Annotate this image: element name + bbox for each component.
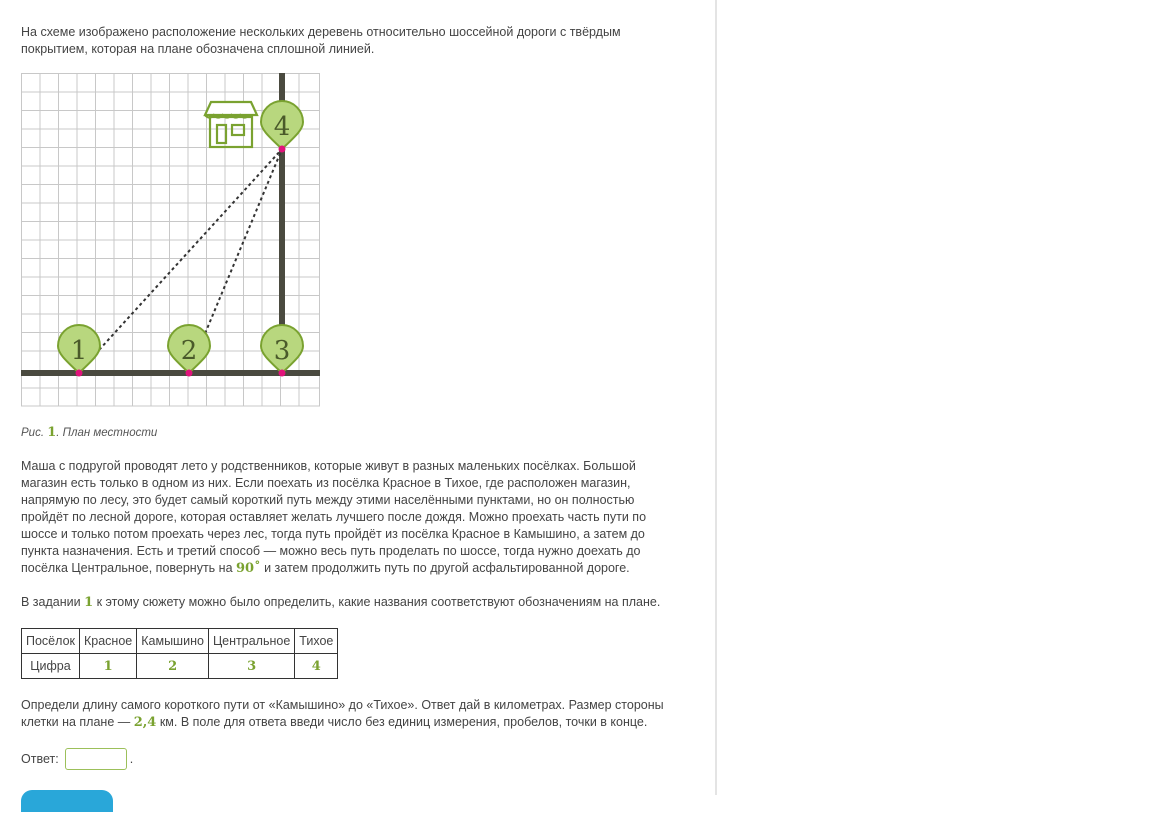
marker-2 <box>168 325 210 373</box>
cell-size-value: 2,4 <box>133 715 157 730</box>
question-text: Определи длину самого короткого пути от «Камышино» до «Тихое». Ответ дай в километрах. Размер стороны клетки на плане — 2,4 км. В поле для ответа введи число без единиц измерения, пробелов, точки в конце. <box>21 698 664 730</box>
marker-3-label: 3 <box>273 336 291 366</box>
shop-icon <box>205 102 257 147</box>
table-row: Посёлок Красное Камышино Центральное Тихое <box>22 629 338 654</box>
mapping-table <box>21 628 338 679</box>
intro-text: На схеме изображено расположение нескольких деревень относительно шоссейной дороги с твёрдым покрытием, которая на плане обозначена сплошной линией. <box>21 25 621 56</box>
answer-row: Ответ: . <box>21 748 133 770</box>
table-row: Цифра 1 2 3 4 <box>22 654 338 679</box>
submit-button[interactable] <box>21 790 113 812</box>
marker-3 <box>261 325 303 373</box>
marker-2-label: 2 <box>180 336 198 366</box>
marker-4 <box>261 101 303 149</box>
table-header-label: Посёлок <box>22 629 80 654</box>
panel-divider <box>715 0 717 795</box>
answer-label: Ответ: <box>21 752 59 766</box>
marker-4-label: 4 <box>273 112 291 142</box>
map-figure <box>21 73 321 408</box>
story-text: Маша с подругой проводят лето у родственников, которые живут в разных маленьких посёлках. Большой магазин есть только в одном из них. Если поехать из посёлка Красное в Тихое, где расположен магазин, напрямую по лесу, это будет самый короткий путь между этими населёнными пунктами, но он полностью пройдёт по лесной дороге, которая оставляет желать лучшего после дождя. Можно проехать часть пути по шоссе и только потом проехать через лес, тогда путь пройдёт из посёлка Красное в Камышино, а затем до пункта назначения. Есть и третий способ — можно весь путь проделать по шоссе, тогда нужно доехать до посёлка Центральное, повернуть на 90˚ и затем продолжить путь по другой асфальтированной дороге. <box>21 459 647 576</box>
figure-caption: Рис. 1. План местности <box>21 425 158 440</box>
marker-1 <box>58 325 100 373</box>
table-value-label: Цифра <box>22 654 80 679</box>
answer-input[interactable] <box>65 748 127 770</box>
marker-1-label: 1 <box>70 336 88 366</box>
angle-value: 90˚ <box>236 561 261 576</box>
task-reference: В задании 1 к этому сюжету можно было определить, какие названия соответствуют обозначениям на плане. <box>21 595 661 610</box>
